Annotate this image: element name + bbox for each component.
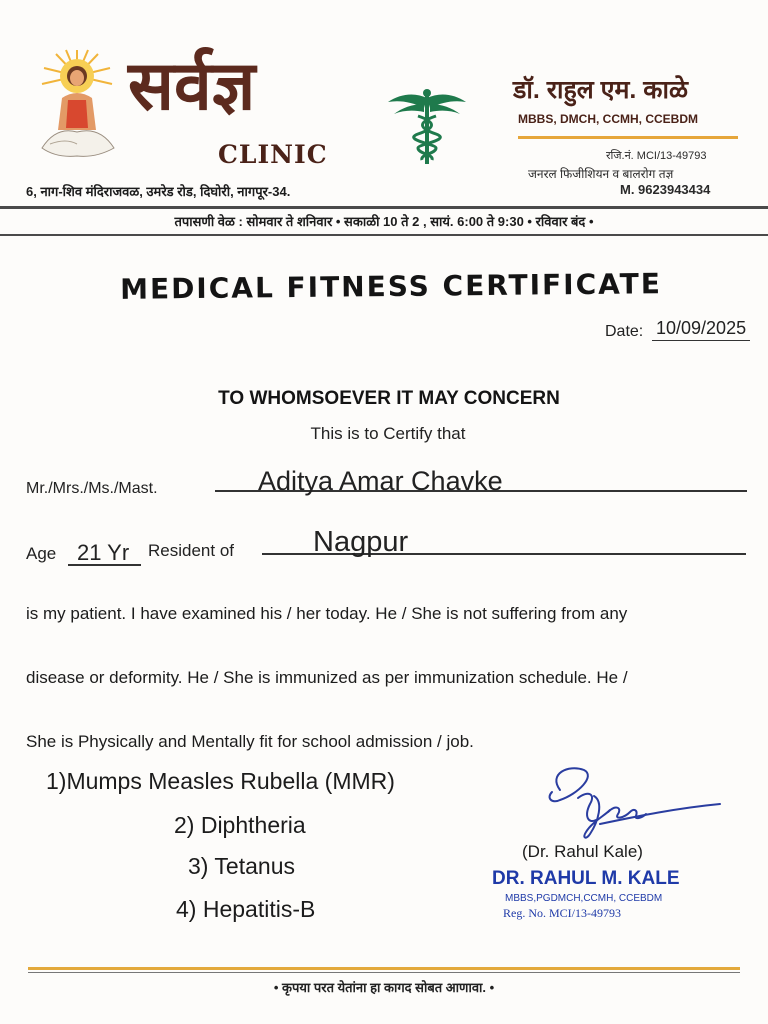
doctor-registration: रजि.नं. MCI/13-49793 (606, 150, 707, 162)
doctor-mobile: M. 9623943434 (620, 182, 711, 197)
age-value: 21 Yr (77, 540, 130, 565)
doctor-signature (538, 760, 728, 850)
timings-divider (0, 234, 768, 236)
clinic-name: सर्वज्ञ (128, 46, 256, 126)
patient-name: Aditya Amar Chavke (258, 466, 503, 496)
doctor-name-marathi: डॉ. राहुल एम. काळे (513, 76, 688, 104)
doctor-qualifications: MBBS, DMCH, CCMH, CCEBDM (518, 112, 698, 126)
clinic-timings: तपासणी वेळ : सोमवार ते शनिवार • सकाळी 10 ते 2 , सायं. 6:00 ते 9:30 • रविवार बंद • (174, 214, 594, 229)
concern-heading: TO WHOMSOEVER IT MAY CONCERN (218, 388, 560, 409)
stamp-registration: Reg. No. MCI/13-49793 (503, 906, 621, 920)
signer-name: (Dr. Rahul Kale) (522, 842, 643, 861)
stamp-qualifications: MBBS,PGDMCH,CCMH, CCEBDM (505, 893, 663, 904)
vaccine-item: 1)Mumps Measles Rubella (MMR) (46, 768, 395, 794)
salutation-label: Mr./Mrs./Ms./Mast. (26, 480, 158, 497)
date-value: 10/09/2025 (652, 318, 750, 341)
caduceus-icon (386, 88, 468, 166)
resident-label: Resident of (148, 541, 234, 560)
clinic-subtitle: CLINIC (218, 140, 328, 169)
certify-line: This is to Certify that (310, 424, 466, 443)
clinic-address: 6, नाग-शिव मंदिराजवळ, उमरेड रोड, दिघोरी, नागपूर-34. (26, 184, 291, 199)
vaccine-item: 2) Diphtheria (174, 812, 306, 838)
age-label: Age (26, 544, 57, 563)
doctor-specialty: जनरल फिजीशियन व बालरोग तज्ञ (528, 167, 674, 181)
date-label: Date: (605, 323, 644, 340)
vaccine-item: 4) Hepatitis-B (176, 896, 316, 922)
stamp-doctor-name: DR. RAHUL M. KALE (492, 868, 680, 889)
body-line-2: disease or deformity. He / She is immunized as per immunization schedule. He / (26, 668, 628, 687)
certificate-title: MEDICAL FITNESS CERTIFICATE (119, 267, 663, 306)
header-divider (0, 206, 768, 209)
footer-divider (28, 972, 740, 973)
footer-accent-rule (28, 967, 740, 970)
vaccine-item: 3) Tetanus (188, 853, 295, 879)
resident-value: Nagpur (313, 526, 409, 558)
body-line-3: She is Physically and Mentally fit for school admission / job. (26, 732, 474, 751)
header-accent-line (518, 136, 738, 139)
footer-note: • कृपया परत येतांना हा कागद सोबत आणावा. • (273, 980, 495, 995)
clinic-logo-saint-figure (36, 48, 118, 160)
body-line-1: is my patient. I have examined his / her today. He / She is not suffering from any (26, 604, 628, 623)
